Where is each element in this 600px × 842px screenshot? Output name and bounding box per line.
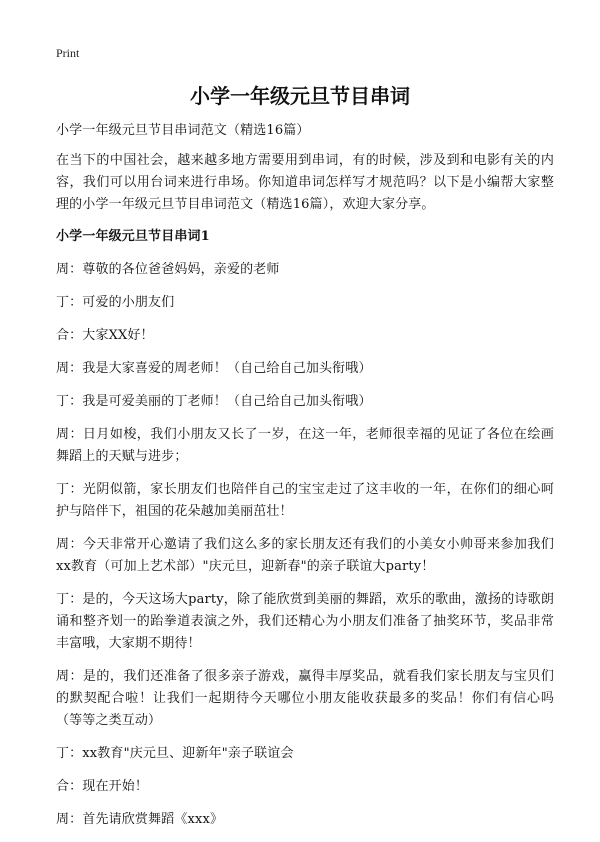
script-line: 周：首先请欣赏舞蹈《xxx》 [56,812,224,827]
script-line: 周：今天非常开心邀请了我们这么多的家长朋友还有我们的小美女小帅哥来参加我们xx教育（可加上艺术部）"庆元旦，迎新春"的亲子联谊大party！ [56,537,554,574]
script-line: 合：大家XX好！ [56,328,154,343]
article-body [56,120,554,842]
script-line: 丁：是的，今天这场大party，除了能欣赏到美丽的舞蹈，欢乐的歌曲，激扬的诗歌朗诵和整齐划一的跆拳道表演之外，我们还精心为小朋友们准备了抽奖环节，奖品非常丰富哦，大家期不期待！ [56,592,554,651]
print-link[interactable]: Print [56,46,80,60]
script-line: 周：我是大家喜爱的周老师！（自己给自己加头衔哦） [56,361,372,376]
script-line: 周：日月如梭，我们小朋友又长了一岁，在这一年，老师很幸福的见证了各位在绘画舞蹈上的天赋与进步； [56,427,554,464]
intro-paragraph: 在当下的中国社会，越来越多地方需要用到串词，有的时候，涉及到和电影有关的内容，我们可以用台词来进行串场。你知道串词怎样写才规范吗？以下是小编帮大家整理的小学一年级元旦节目串词范文（精选16篇），欢迎大家分享。 [56,153,554,212]
page-title: 小学一年级元旦节目串词 [190,84,410,108]
script-line: 丁：xx教育"庆元旦、迎新年"亲子联谊会 [56,746,294,761]
script-line: 合：现在开始！ [56,779,149,794]
script-line: 丁：光阴似箭，家长朋友们也陪伴自己的宝宝走过了这丰收的一年，在你们的细心呵护与陪伴下，祖国的花朵越加美丽茁壮！ [56,482,554,519]
script-line: 周：是的，我们还准备了很多亲子游戏，赢得丰厚奖品，就看我们家长朋友与宝贝们的默契配合啦！让我们一起期待今天哪位小朋友能收获最多的奖品！你们有信心吗（等等之类互动） [56,669,554,728]
script-line: 丁：我是可爱美丽的丁老师！（自己给自己加头衔哦） [56,394,372,409]
article-subtitle: 小学一年级元旦节目串词范文（精选16篇） [56,123,310,138]
script-line: 周：尊敬的各位爸爸妈妈，亲爱的老师 [56,262,280,277]
section-heading: 小学一年级元旦节目串词1 [56,229,210,244]
script-line: 丁：可爱的小朋友们 [56,295,175,310]
